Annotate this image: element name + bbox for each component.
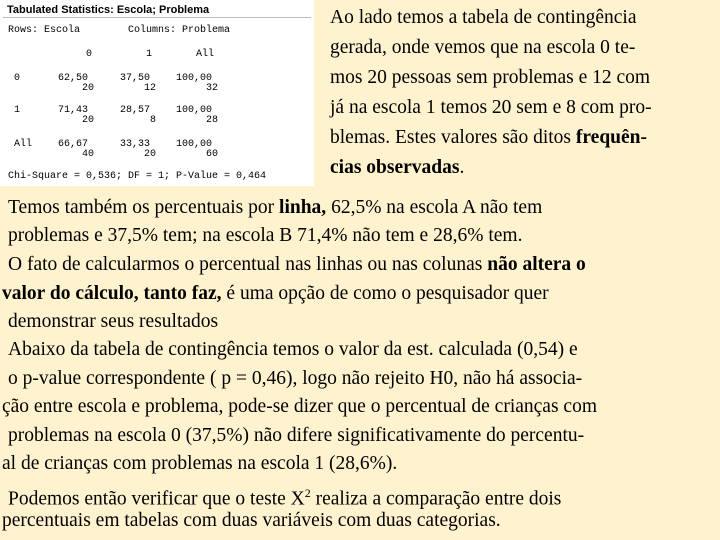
text-line: ção entre escola e problema, pode-se dizer que o percentual de crianças com	[2, 396, 597, 417]
cell-count: 40	[82, 149, 95, 160]
cell-pct: 66,67	[58, 139, 89, 150]
text-line: problemas e 37,5% tem; na escola B 71,4% não tem e 28,6% tem.	[8, 225, 523, 246]
text-line: Podemos então verificar que o teste $X^2$ realiza a comparação entre dois	[8, 486, 562, 510]
col-header: 1	[146, 49, 153, 60]
bold-term: frequên-	[575, 127, 648, 148]
text-line: Ao lado temos a tabela de contingência	[330, 7, 637, 28]
cell-pct: 62,50	[58, 73, 89, 84]
text-line: percentuais em tabelas com duas variáveis com duas categorias.	[2, 510, 501, 531]
columns-label: Columns: Problema	[128, 25, 231, 36]
text-line: mos 20 pessoas sem problemas e 12 com	[330, 67, 651, 88]
bold-term: cias observadas	[330, 157, 460, 178]
row-label: 1	[14, 105, 21, 116]
minitab-table-image	[0, 0, 314, 186]
text-line: problemas na escola 0 (37,5%) não difere significativamente do percentu-	[8, 425, 585, 446]
text-line: Abaixo da tabela de contingência temos o valor da est. calculada (0,54) e	[8, 339, 578, 360]
cell-pct: 71,43	[58, 105, 89, 116]
cell-count: 32	[206, 83, 219, 94]
table-title: Tabulated Statistics: Escola; Problema	[3, 2, 311, 18]
text-line: já na escola 1 temos 20 sem e 8 com pro-	[330, 97, 652, 118]
cell-pct: 28,57	[120, 105, 151, 116]
cell-pct: 100,00	[176, 73, 213, 84]
col-header: All	[196, 49, 215, 60]
text-line: al de crianças com problemas na escola 1 (28,6%).	[2, 453, 398, 474]
bold-term: valor do cálculo, tanto faz,	[2, 283, 222, 304]
rows-label: Rows: Escola	[8, 25, 81, 36]
cell-count: 20	[82, 83, 95, 94]
chi-square-line: Chi-Square = 0,536; DF = 1; P-Value = 0,464	[8, 171, 267, 182]
cell-count: 60	[206, 149, 219, 160]
text-line: cias observadas.	[330, 157, 465, 178]
cell-count: 8	[150, 115, 157, 126]
cell-count: 28	[206, 115, 219, 126]
text-line: O fato de calcularmos o percentual nas linhas ou nas colunas não altera o	[8, 254, 586, 275]
text-line: Temos também os percentuais por linha, 62,5% na escola A não tem	[8, 197, 543, 218]
col-header: 0	[86, 49, 93, 60]
cell-count: 12	[144, 83, 157, 94]
cell-pct: 37,50	[120, 73, 151, 84]
text-line: gerada, onde vemos que na escola 0 te-	[330, 37, 636, 58]
row-label: All	[14, 139, 33, 150]
cell-pct: 33,33	[120, 139, 151, 150]
cell-count: 20	[144, 149, 157, 160]
cell-count: 20	[82, 115, 95, 126]
text-line: blemas. Estes valores são ditos frequên-	[330, 127, 648, 148]
bold-term: não altera o	[487, 254, 586, 275]
text-line: demonstrar seus resultados	[8, 311, 219, 332]
bold-term: linha,	[279, 197, 327, 218]
cell-pct: 100,00	[176, 139, 213, 150]
cell-pct: 100,00	[176, 105, 213, 116]
text-line: valor do cálculo, tanto faz, é uma opção de como o pesquisador quer	[2, 283, 549, 304]
row-label: 0	[14, 73, 21, 84]
text-line: o p-value correspondente ( p = 0,46), logo não rejeito H0, não há associa-	[8, 368, 583, 389]
